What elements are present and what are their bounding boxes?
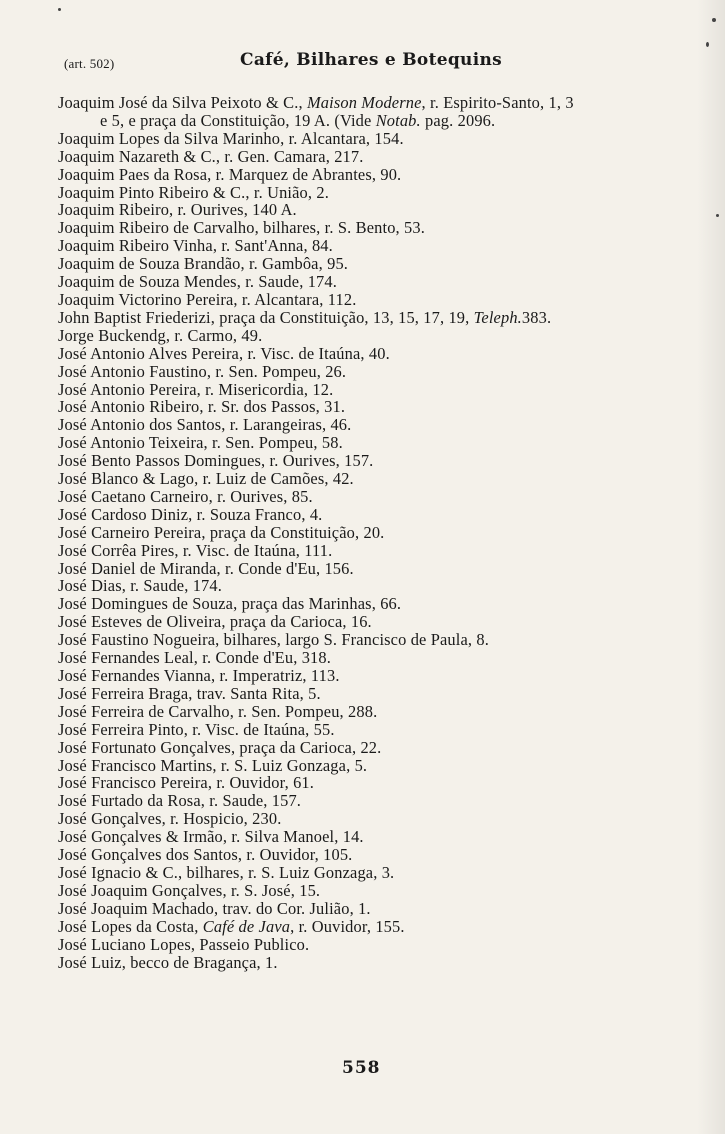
list-item: José Ferreira de Carvalho, r. Sen. Pompeu, 288. <box>58 701 378 721</box>
list-item: José Francisco Martins, r. S. Luiz Gonzaga, 5. <box>58 755 368 775</box>
list-item: José Ferreira Braga, trav. Santa Rita, 5. <box>58 683 321 703</box>
list-item: Joaquim Ribeiro, r. Ourives, 140 A. <box>58 200 297 220</box>
list-item: José Gonçalves & Irmão, r. Silva Manoel, 14. <box>58 827 364 847</box>
list-item: José Luciano Lopes, Passeio Publico. <box>58 934 310 954</box>
list-item: Jorge Buckendg, r. Carmo, 49. <box>58 325 263 345</box>
list-item: José Domingues de Souza, praça das Marinhas, 66. <box>58 594 402 614</box>
list-item: José Luiz, becco de Bragança, 1. <box>58 952 278 972</box>
list-item: José Antonio Teixeira, r. Sen. Pompeu, 58. <box>58 433 343 453</box>
print-speck <box>58 8 61 11</box>
list-item: José Francisco Pereira, r. Ouvidor, 61. <box>58 773 315 793</box>
list-item: José Antonio Alves Pereira, r. Visc. de Itaúna, 40. <box>58 343 390 363</box>
list-item: José Esteves de Oliveira, praça da Carioca, 16. <box>58 612 372 632</box>
list-item: Joaquim Ribeiro Vinha, r. Sant'Anna, 84. <box>58 236 333 256</box>
list-item: José Joaquim Gonçalves, r. S. José, 15. <box>58 880 321 900</box>
list-item: José Ignacio & C., bilhares, r. S. Luiz Gonzaga, 3. <box>58 862 395 882</box>
list-item: José Antonio dos Santos, r. Larangeiras, 46. <box>58 415 352 435</box>
list-item: José Ferreira Pinto, r. Visc. de Itaúna, 55. <box>58 719 335 739</box>
print-speck <box>716 214 719 217</box>
list-item: Joaquim de Souza Mendes, r. Saude, 174. <box>58 272 337 292</box>
list-item: John Baptist Friederizi, praça da Constituição, 13, 15, 17, 19, Teleph.383. <box>58 307 552 327</box>
list-item: José Antonio Ribeiro, r. Sr. dos Passos, 31. <box>58 397 346 417</box>
list-item: José Dias, r. Saude, 174. <box>58 576 222 596</box>
page-number: 558 <box>342 1058 381 1078</box>
list-item: José Antonio Pereira, r. Misericordia, 12. <box>58 379 334 399</box>
article-reference: (art. 502) <box>64 56 115 71</box>
list-item: Joaquim de Souza Brandão, r. Gambôa, 95. <box>58 254 349 274</box>
list-item: José Antonio Faustino, r. Sen. Pompeu, 26. <box>58 361 347 381</box>
list-item: Joaquim Pinto Ribeiro & C., r. União, 2. <box>58 182 329 202</box>
list-item: Joaquim Victorino Pereira, r. Alcantara, 112. <box>58 289 357 309</box>
list-item: José Corrêa Pires, r. Visc. de Itaúna, 111. <box>58 540 333 560</box>
page-header <box>62 50 662 74</box>
list-item: Joaquim José da Silva Peixoto & C., Maison Moderne, r. Espirito-Santo, 1, 3 <box>58 93 574 112</box>
list-item: José Fernandes Leal, r. Conde d'Eu, 318. <box>58 648 331 668</box>
directory-list <box>58 94 688 971</box>
list-item: José Gonçalves, r. Hospicio, 230. <box>58 809 282 829</box>
list-item: José Fortunato Gonçalves, praça da Carioca, 22. <box>58 737 382 757</box>
list-item: José Bento Passos Domingues, r. Ourives, 157. <box>58 451 374 471</box>
list-item: Joaquim Paes da Rosa, r. Marquez de Abrantes, 90. <box>58 164 402 184</box>
list-item: José Caetano Carneiro, r. Ourives, 85. <box>58 486 313 506</box>
list-item: José Joaquim Machado, trav. do Cor. Julião, 1. <box>58 898 371 918</box>
print-speck <box>706 42 709 47</box>
list-item-continuation: e 5, e praça da Constituição, 19 A. (Vide Notab. pag. 2096. <box>100 110 496 130</box>
page-edge-shadow <box>697 0 725 1134</box>
list-item: José Carneiro Pereira, praça da Constituição, 20. <box>58 522 385 542</box>
list-item: Joaquim Lopes da Silva Marinho, r. Alcantara, 154. <box>58 128 404 148</box>
list-item: José Cardoso Diniz, r. Souza Franco, 4. <box>58 504 323 524</box>
list-item: José Lopes da Costa, Café de Java, r. Ouvidor, 155. <box>58 916 405 936</box>
list-item: José Fernandes Vianna, r. Imperatriz, 113. <box>58 666 340 685</box>
print-speck <box>712 18 716 22</box>
list-item: José Gonçalves dos Santos, r. Ouvidor, 105. <box>58 845 353 865</box>
section-title: Café, Bilhares e Botequins <box>240 50 502 70</box>
list-item: Joaquim Nazareth & C., r. Gen. Camara, 217. <box>58 146 364 166</box>
list-item: José Daniel de Miranda, r. Conde d'Eu, 156. <box>58 558 354 578</box>
list-item: José Furtado da Rosa, r. Saude, 157. <box>58 791 302 811</box>
list-item: José Faustino Nogueira, bilhares, largo S. Francisco de Paula, 8. <box>58 630 489 650</box>
list-item: José Blanco & Lago, r. Luiz de Camões, 42. <box>58 469 354 489</box>
list-item: Joaquim Ribeiro de Carvalho, bilhares, r. S. Bento, 53. <box>58 218 425 238</box>
